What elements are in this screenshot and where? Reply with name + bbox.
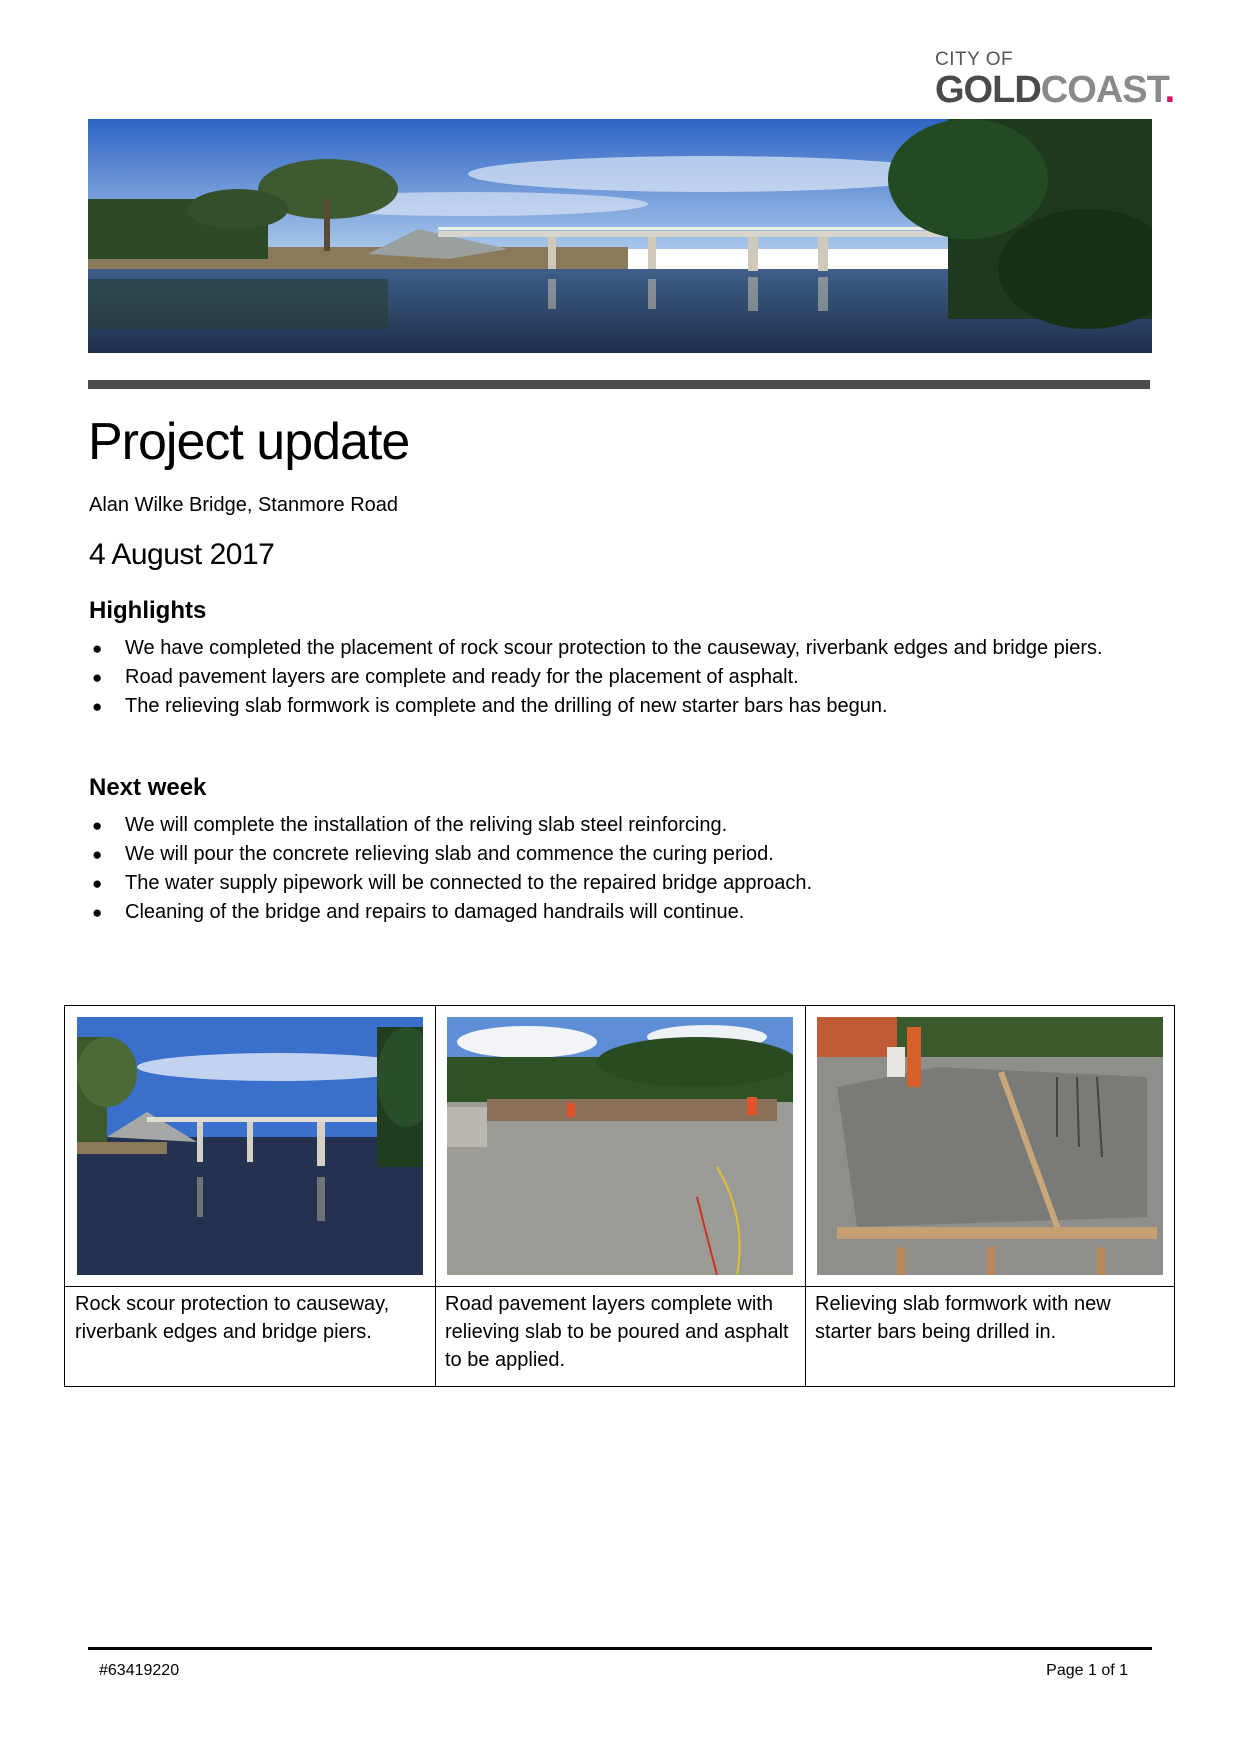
- page-number: Page 1 of 1: [1046, 1662, 1128, 1679]
- photo-road-pavement: [447, 1017, 793, 1275]
- photo-relieving-slab: [817, 1017, 1163, 1275]
- list-item-text: We will complete the installation of the reliving slab steel reinforcing.: [125, 814, 728, 836]
- table-row-divider: [65, 1286, 1174, 1287]
- document-id: #63419220: [99, 1662, 180, 1679]
- logo-wordmark: [935, 69, 1175, 111]
- update-date: 4 August 2017: [89, 538, 275, 571]
- bullet-icon: ●: [92, 668, 103, 687]
- list-item: [89, 692, 1189, 721]
- table-column-divider: [435, 1006, 436, 1386]
- photo-caption: Relieving slab formwork with new starter bars being drilled in.: [815, 1293, 1111, 1343]
- highlights-list: [89, 634, 1189, 721]
- photo-table: [64, 1005, 1175, 1387]
- list-item: [89, 634, 1189, 663]
- logo-coast: COAST: [1040, 69, 1165, 111]
- list-item-text: Road pavement layers are complete and ready for the placement of asphalt.: [125, 666, 799, 688]
- table-column-divider: [805, 1006, 806, 1386]
- header-divider: [88, 380, 1150, 389]
- list-item-text: Cleaning of the bridge and repairs to damaged handrails will continue.: [125, 901, 745, 923]
- next-week-heading: Next week: [89, 774, 207, 801]
- logo-dot: .: [1164, 69, 1175, 111]
- photo-caption: Road pavement layers complete with relieving slab to be poured and asphalt to be applied.: [445, 1293, 789, 1371]
- hero-bridge-panorama: [88, 119, 1152, 353]
- list-item: [89, 663, 1189, 692]
- list-item: [89, 811, 1189, 840]
- list-item-text: We will pour the concrete relieving slab and commence the curing period.: [125, 843, 774, 865]
- photo-rock-scour: [77, 1017, 423, 1275]
- highlights-heading: Highlights: [89, 597, 207, 624]
- photo-caption: Rock scour protection to causeway, riverbank edges and bridge piers.: [75, 1293, 390, 1343]
- list-item: [89, 869, 1189, 898]
- bullet-icon: ●: [92, 639, 103, 658]
- list-item: [89, 840, 1189, 869]
- bullet-icon: ●: [92, 903, 103, 922]
- bullet-icon: ●: [92, 816, 103, 835]
- project-location: Alan Wilke Bridge, Stanmore Road: [89, 494, 399, 516]
- list-item: [89, 898, 1189, 927]
- city-of-gold-coast-logo: [935, 49, 1175, 111]
- next-week-list: [89, 811, 1189, 927]
- logo-gold: GOLD: [935, 69, 1041, 111]
- list-item-text: The water supply pipework will be connected to the repaired bridge approach.: [125, 872, 813, 894]
- footer-divider: [88, 1647, 1152, 1650]
- bullet-icon: ●: [92, 697, 103, 716]
- bullet-icon: ●: [92, 874, 103, 893]
- logo-city-of: CITY OF: [935, 49, 1014, 70]
- list-item-text: The relieving slab formwork is complete and the drilling of new starter bars has begun.: [125, 695, 888, 717]
- page-title: Project update: [88, 413, 410, 471]
- bullet-icon: ●: [92, 845, 103, 864]
- list-item-text: We have completed the placement of rock scour protection to the causeway, riverbank edges and bridge piers.: [125, 637, 1103, 659]
